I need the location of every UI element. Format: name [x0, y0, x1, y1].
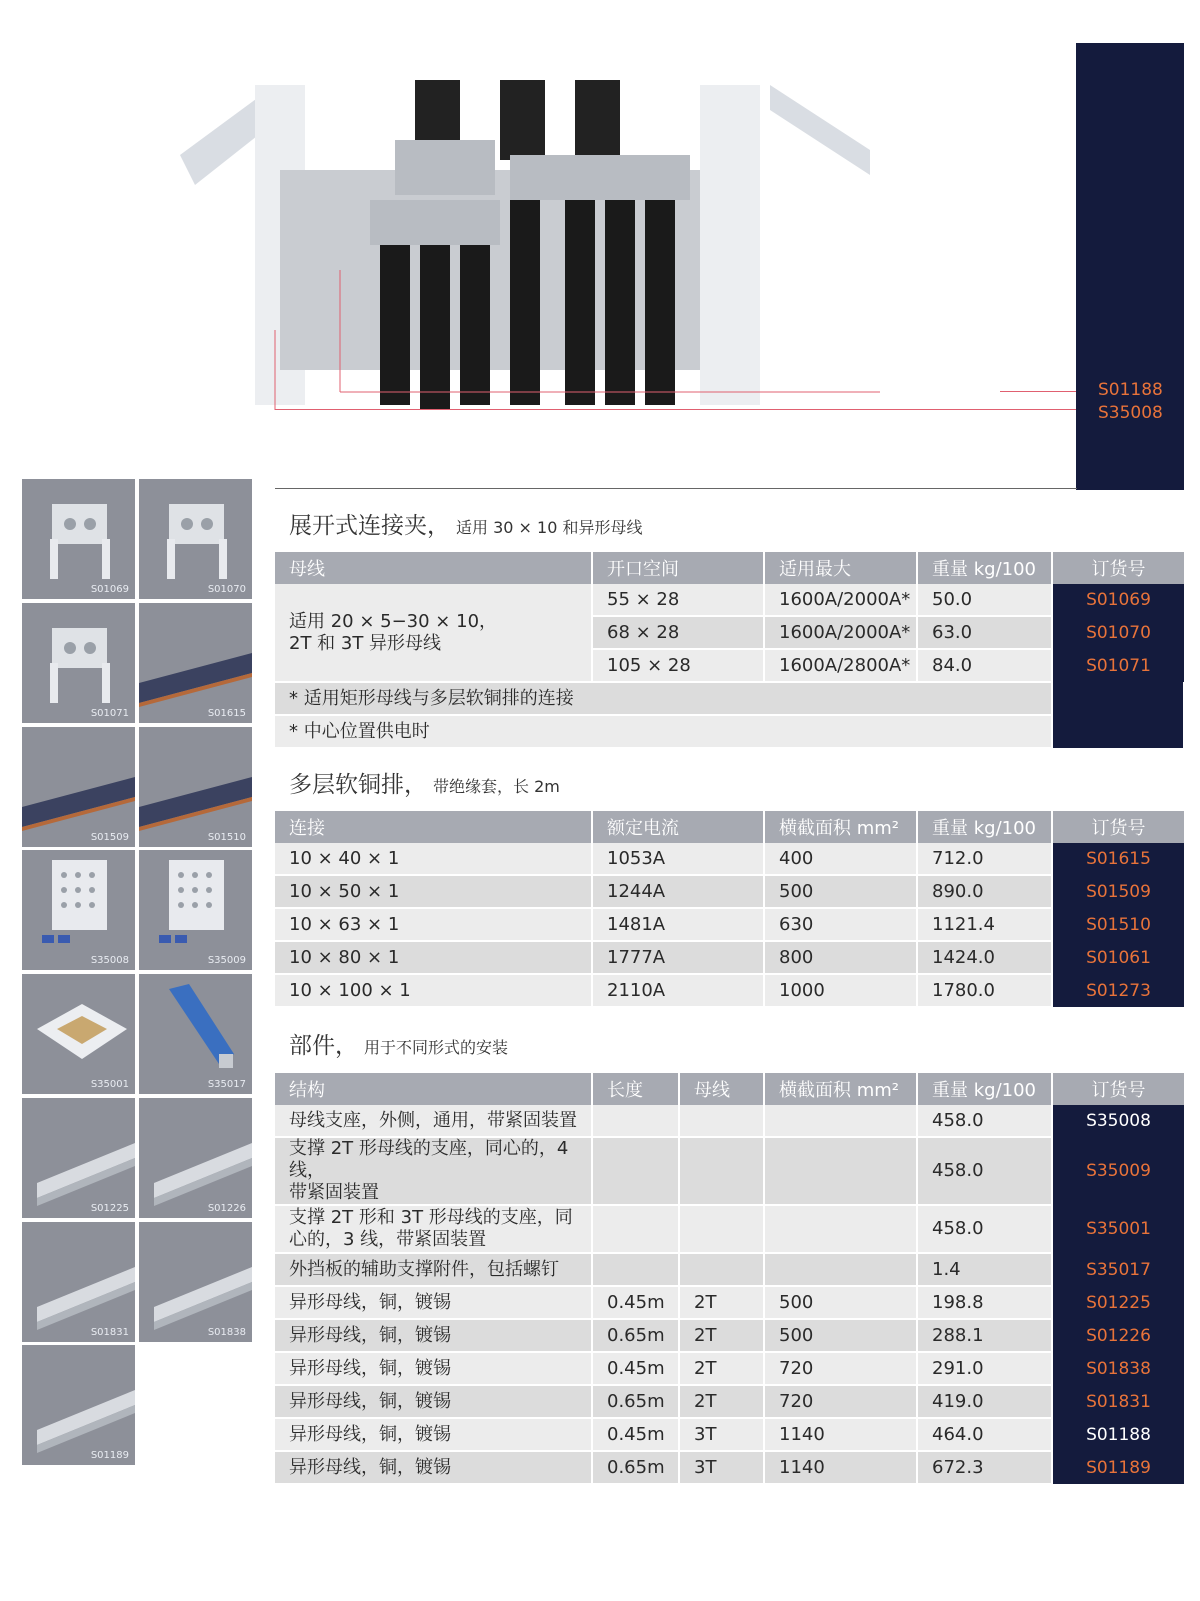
cell: 890.0 — [917, 875, 1052, 908]
thumbnail-code: S01838 — [207, 1327, 246, 1338]
busbar-support-frame-icon — [22, 974, 135, 1094]
divider — [275, 488, 1077, 489]
column-header: 适用最大 — [764, 552, 917, 584]
product-thumbnail — [139, 479, 252, 599]
cell: 2T — [679, 1286, 764, 1319]
table-row — [275, 1418, 1184, 1451]
section-title: 展开式连接夹， 适用 30 × 10 和异形母线 — [289, 513, 643, 539]
cell: 异形母线，铜，镀锡 — [275, 1352, 592, 1385]
column-header: 横截面积 mm² — [764, 811, 917, 843]
cell: 1777A — [592, 941, 764, 974]
cell — [764, 1253, 917, 1286]
column-header: 母线 — [275, 552, 592, 584]
cell: 母线支座，外侧，通用，带紧固装置 — [275, 1105, 592, 1137]
cell — [592, 1105, 679, 1137]
table-row — [275, 1137, 1184, 1205]
profile-busbar-icon — [22, 1222, 135, 1342]
callout-label: S01188 — [1098, 380, 1163, 400]
thumbnail-code: S01069 — [90, 584, 129, 595]
cell: 50.0 — [917, 584, 1052, 616]
thumbnail-code: S35008 — [90, 955, 129, 966]
cell: 外挡板的辅助支撑附件，包括螺钉 — [275, 1253, 592, 1286]
cell — [679, 1137, 764, 1205]
table-row — [275, 1385, 1184, 1418]
table-row — [275, 1253, 1184, 1286]
column-header: 订货号 — [1052, 811, 1184, 843]
cell: 10 × 63 × 1 — [275, 908, 592, 941]
cell: 异形母线，铜，镀锡 — [275, 1286, 592, 1319]
callout-label: S35008 — [1098, 403, 1163, 423]
cell: 419.0 — [917, 1385, 1052, 1418]
product-thumbnail — [22, 479, 135, 599]
product-thumbnail — [22, 727, 135, 847]
cell: 1600A/2800A* — [764, 649, 917, 682]
column-header: 订货号 — [1052, 1073, 1184, 1105]
cell: 458.0 — [917, 1205, 1052, 1253]
cell: 0.45m — [592, 1418, 679, 1451]
order-number: S35001 — [1052, 1205, 1184, 1253]
cell: 0.65m — [592, 1451, 679, 1484]
cell: 1481A — [592, 908, 764, 941]
order-number: S01838 — [1052, 1352, 1184, 1385]
column-header: 重量 kg/100 — [917, 1073, 1052, 1105]
table-row — [275, 1352, 1184, 1385]
cell: 1.4 — [917, 1253, 1052, 1286]
connector-clamp-table — [275, 552, 1185, 749]
profile-busbar-icon — [139, 1222, 252, 1342]
connector-clamp-icon — [22, 479, 135, 599]
column-header: 重量 kg/100 — [917, 552, 1052, 584]
cell: 400 — [764, 843, 917, 875]
cell: 2T — [679, 1385, 764, 1418]
column-header: 横截面积 mm² — [764, 1073, 917, 1105]
cell: 1780.0 — [917, 974, 1052, 1007]
cell: 10 × 80 × 1 — [275, 941, 592, 974]
cell: 800 — [764, 941, 917, 974]
table-row — [275, 1319, 1184, 1352]
profile-busbar-icon — [139, 1098, 252, 1218]
cell: 1053A — [592, 843, 764, 875]
thumbnail-code: S01615 — [207, 708, 246, 719]
accessories-table — [275, 1073, 1184, 1485]
cell: 异形母线，铜，镀锡 — [275, 1319, 592, 1352]
flat-copper-bar-icon — [139, 603, 252, 723]
order-number: S35017 — [1052, 1253, 1184, 1286]
cell: 291.0 — [917, 1352, 1052, 1385]
cell: 10 × 50 × 1 — [275, 875, 592, 908]
cell: 84.0 — [917, 649, 1052, 682]
order-number — [1052, 682, 1184, 715]
cell: 10 × 100 × 1 — [275, 974, 592, 1007]
column-header: 订货号 — [1052, 552, 1184, 584]
order-number: S01615 — [1052, 843, 1184, 875]
cell: 1121.4 — [917, 908, 1052, 941]
order-number: S01510 — [1052, 908, 1184, 941]
product-thumbnail — [22, 1098, 135, 1218]
cell: 1600A/2000A* — [764, 584, 917, 616]
thumbnail-code: S01226 — [207, 1203, 246, 1214]
support-bracket-icon — [139, 974, 252, 1094]
thumbnail-code: S35001 — [90, 1079, 129, 1090]
cell: 10 × 40 × 1 — [275, 843, 592, 875]
table-row — [275, 875, 1184, 908]
cell: 63.0 — [917, 616, 1052, 649]
busbar-support-icon — [139, 850, 252, 970]
column-header: 母线 — [679, 1073, 764, 1105]
product-thumbnail — [139, 974, 252, 1094]
hero-product-image — [180, 80, 880, 410]
cell — [764, 1105, 917, 1137]
thumbnail-code: S01189 — [90, 1450, 129, 1461]
product-thumbnail — [139, 1098, 252, 1218]
table-row — [275, 843, 1184, 875]
cell: 720 — [764, 1352, 917, 1385]
cell — [764, 1205, 917, 1253]
cell: 720 — [764, 1385, 917, 1418]
product-thumbnail — [22, 1222, 135, 1342]
cell: 1600A/2000A* — [764, 616, 917, 649]
cell: 1424.0 — [917, 941, 1052, 974]
profile-busbar-icon — [22, 1345, 135, 1465]
column-header: 结构 — [275, 1073, 592, 1105]
footnote: * 适用矩形母线与多层软铜排的连接 — [275, 682, 1052, 715]
cell: 1000 — [764, 974, 917, 1007]
table-row — [275, 1286, 1184, 1319]
cell — [592, 1137, 679, 1205]
flexible-copper-table — [275, 811, 1184, 1008]
cell — [764, 1137, 917, 1205]
cell: 712.0 — [917, 843, 1052, 875]
product-thumbnail — [139, 603, 252, 723]
cell: 105 × 28 — [592, 649, 764, 682]
order-number: S01188 — [1052, 1418, 1184, 1451]
section-title: 部件， 用于不同形式的安装 — [289, 1033, 509, 1059]
cell: 支撑 2T 形母线的支座，同心的，4 线， 带紧固装置 — [275, 1137, 592, 1205]
order-number — [1052, 715, 1184, 748]
flat-copper-bar-icon — [139, 727, 252, 847]
thumbnail-code: S35009 — [207, 955, 246, 966]
table-row — [275, 974, 1184, 1007]
footnote: * 中心位置供电时 — [275, 715, 1052, 748]
order-number: S01069 — [1052, 584, 1184, 616]
thumbnail-code: S01509 — [90, 832, 129, 843]
cell: 2T — [679, 1319, 764, 1352]
cell: 2T — [679, 1352, 764, 1385]
column-header: 连接 — [275, 811, 592, 843]
cell: 0.45m — [592, 1286, 679, 1319]
order-number: S01226 — [1052, 1319, 1184, 1352]
thumbnail-code: S01070 — [207, 584, 246, 595]
table-row — [275, 908, 1184, 941]
cell: 464.0 — [917, 1418, 1052, 1451]
cell: 55 × 28 — [592, 584, 764, 616]
cell: 630 — [764, 908, 917, 941]
column-header: 重量 kg/100 — [917, 811, 1052, 843]
cell: 异形母线，铜，镀锡 — [275, 1451, 592, 1484]
cell: 0.65m — [592, 1385, 679, 1418]
table-row — [275, 1451, 1184, 1484]
product-thumbnail — [139, 850, 252, 970]
thumbnail-code: S35017 — [207, 1079, 246, 1090]
order-number: S01831 — [1052, 1385, 1184, 1418]
cell: 支撑 2T 形和 3T 形母线的支座，同 心的，3 线，带紧固装置 — [275, 1205, 592, 1253]
product-thumbnail — [139, 1222, 252, 1342]
cell: 500 — [764, 1319, 917, 1352]
cell: 1140 — [764, 1418, 917, 1451]
column-header: 长度 — [592, 1073, 679, 1105]
cell — [679, 1105, 764, 1137]
thumbnail-code: S01071 — [90, 708, 129, 719]
thumbnail-code: S01225 — [90, 1203, 129, 1214]
cell — [592, 1205, 679, 1253]
cell: 672.3 — [917, 1451, 1052, 1484]
product-thumbnail — [22, 603, 135, 723]
cell: 1244A — [592, 875, 764, 908]
column-header: 开口空间 — [592, 552, 764, 584]
table-row — [275, 1105, 1184, 1137]
cell: 3T — [679, 1418, 764, 1451]
order-number: S35009 — [1052, 1137, 1184, 1205]
table-row — [275, 1205, 1184, 1253]
cell: 异形母线，铜，镀锡 — [275, 1385, 592, 1418]
thumbnail-code: S01831 — [90, 1327, 129, 1338]
order-number: S35008 — [1052, 1105, 1184, 1137]
cell: 异形母线，铜，镀锡 — [275, 1418, 592, 1451]
cell: 458.0 — [917, 1137, 1052, 1205]
cell: 500 — [764, 875, 917, 908]
cell — [679, 1253, 764, 1286]
order-number: S01070 — [1052, 616, 1184, 649]
callout-line — [275, 409, 1076, 410]
column-header: 额定电流 — [592, 811, 764, 843]
order-number: S01061 — [1052, 941, 1184, 974]
cell: 458.0 — [917, 1105, 1052, 1137]
busbar-description: 适用 20 × 5−30 × 10， 2T 和 3T 异形母线 — [275, 584, 592, 682]
section-title: 多层软铜排， 带绝缘套，长 2m — [289, 772, 560, 798]
profile-busbar-icon — [22, 1098, 135, 1218]
product-thumbnail — [22, 974, 135, 1094]
cell: 500 — [764, 1286, 917, 1319]
cell: 288.1 — [917, 1319, 1052, 1352]
order-number: S01071 — [1052, 649, 1184, 682]
cell: 1140 — [764, 1451, 917, 1484]
cell — [592, 1253, 679, 1286]
cell: 2110A — [592, 974, 764, 1007]
cell: 68 × 28 — [592, 616, 764, 649]
cell: 3T — [679, 1451, 764, 1484]
callout-line — [1000, 391, 1076, 392]
order-number: S01189 — [1052, 1451, 1184, 1484]
connector-clamp-icon — [139, 479, 252, 599]
order-number: S01273 — [1052, 974, 1184, 1007]
cell: 0.45m — [592, 1352, 679, 1385]
product-thumbnail — [139, 727, 252, 847]
product-thumbnail — [22, 1345, 135, 1465]
thumbnail-code: S01510 — [207, 832, 246, 843]
order-number: S01509 — [1052, 875, 1184, 908]
cell — [679, 1205, 764, 1253]
table-row — [275, 941, 1184, 974]
flat-copper-bar-icon — [22, 727, 135, 847]
cell: 0.65m — [592, 1319, 679, 1352]
product-thumbnail — [22, 850, 135, 970]
cell: 198.8 — [917, 1286, 1052, 1319]
busbar-support-icon — [22, 850, 135, 970]
order-number: S01225 — [1052, 1286, 1184, 1319]
connector-clamp-icon — [22, 603, 135, 723]
